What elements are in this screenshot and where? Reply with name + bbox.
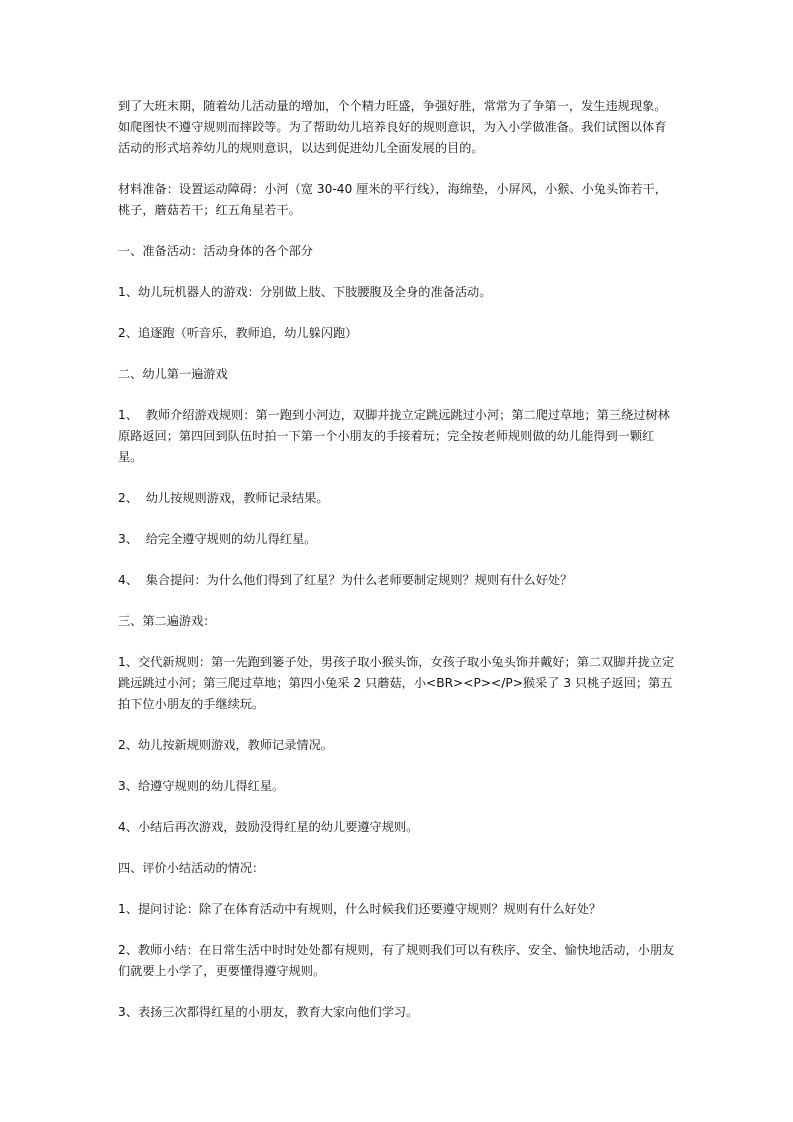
first-game-item-4: 4、 集合提问：为什么他们得到了红星？为什么老师要制定规则？规则有什么好处？	[118, 573, 573, 587]
section-heading-warmup: 一、准备活动：活动身体的各个部分	[118, 244, 313, 258]
section-heading-second-game: 三、第二遍游戏：	[118, 614, 216, 628]
evaluation-item-1: 1、提问讨论：除了在体育活动中有规则，什么时候我们还要遵守规则？规则有什么好处？	[118, 902, 602, 916]
second-game-item-3: 3、给遵守规则的幼儿得红星。	[118, 779, 285, 793]
second-game-item-2: 2、幼儿按新规则游戏，教师记录情况。	[118, 738, 333, 752]
warmup-item-2: 2、追逐跑（听音乐，教师追，幼儿躲闪跑）	[118, 326, 358, 340]
second-game-item-1: 1、交代新规则：第一先跑到篓子处，男孩子取小猴头饰，女孩子取小兔头饰并戴好；第二双脚并拢立定跳远跳过小河；第三爬过草地；第四小兔采 2 只蘑菇，小<BR><P></P>猴采了 3 只桃子返回；第五拍下位小朋友的手继续玩。	[118, 655, 675, 711]
evaluation-item-3: 3、表扬三次都得红星的小朋友，教育大家向他们学习。	[118, 1005, 419, 1019]
first-game-item-1: 1、 教师介绍游戏规则：第一跑到小河边，双脚并拢立定跳远跳过小河；第二爬过草地；第三绕过树林原路返回；第四回到队伍时拍一下第一个小朋友的手接着玩；完全按老师规则做的幼儿能得到一颗红星。	[118, 408, 670, 464]
materials-paragraph: 材料准备：设置运动障碍：小河（宽 30-40 厘米的平行线），海绵垫，小屏风，小猴、小兔头饰若干，桃子，蘑菇若干；红五角星若干。	[118, 182, 667, 217]
section-heading-evaluation: 四、评价小结活动的情况：	[118, 861, 265, 875]
evaluation-item-2: 2、教师小结：在日常生活中时时处处都有规则，有了规则我们可以有秩序、安全、愉快地活动，小朋友们就要上小学了，更要懂得遵守规则。	[118, 943, 675, 978]
warmup-item-1: 1、幼儿玩机器人的游戏：分别做上肢、下肢腰腹及全身的准备活动。	[118, 285, 492, 299]
section-heading-first-game: 二、幼儿第一遍游戏	[118, 367, 228, 381]
second-game-item-4: 4、小结后再次游戏，鼓励没得红星的幼儿要遵守规则。	[118, 820, 419, 834]
document-body	[118, 96, 676, 1043]
first-game-item-3: 3、 给完全遵守规则的幼儿得红星。	[118, 532, 317, 546]
intro-paragraph: 到了大班末期，随着幼儿活动量的增加，个个精力旺盛，争强好胜，常常为了争第一，发生违规现象。如爬图快不遵守规则而摔跤等。为了帮助幼儿培养良好的规则意识，为入小学做准备。我们试图以体育活动的形式培养幼儿的规则意识，以达到促进幼儿全面发展的目的。	[118, 99, 667, 155]
first-game-item-2: 2、 幼儿按规则游戏，教师记录结果。	[118, 491, 329, 505]
